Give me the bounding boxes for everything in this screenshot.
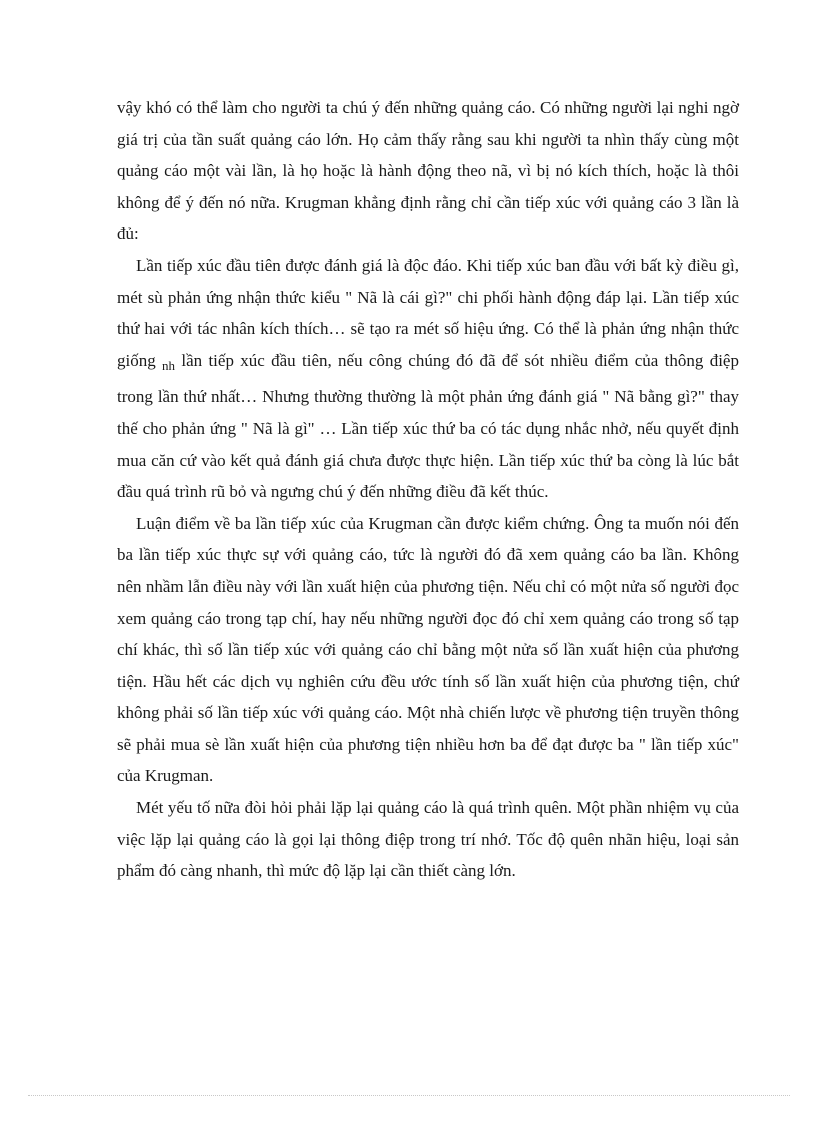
paragraph-2-text-start: Lần tiếp xúc đầu tiên được đánh giá là độc đáo. Khi tiếp xúc ban đầu với bất kỳ điều gì, mét sù phản ứng nhận thức kiểu " Nã là cái gì?" chi phối hành động đáp lại. Lần tiếp xúc thứ hai với tác nhân kích thích… sẽ tạo ra mét số hiệu ứng. Có thể là phản ứng nhận thức giống: [117, 255, 739, 370]
footer-divider: [28, 1095, 790, 1096]
paragraph-2-subscript: nh: [162, 357, 176, 373]
paragraph-1: vậy khó có thể làm cho người ta chú ý đến những quảng cáo. Có những người lại nghi ngờ giá trị của tần suất quảng cáo lớn. Họ cảm thấy rằng sau khi người ta nhìn thấy cùng một quảng cáo một vài lần, là họ hoặc là hành động theo nã, vì bị nó kích thích, hoặc là thôi không để ý đến nó nữa. Krugman khẳng định rằng chỉ cần tiếp xúc với quảng cáo 3 lần là đủ:: [117, 98, 739, 244]
paragraph-2-text-end: lần tiếp xúc đầu tiên, nếu công chúng đó đã để sót nhiều điểm của thông điệp trong lần thứ nhất… Nhưng thường thường là một phản ứng đánh giá " Nã bằng gì?" thay thế cho phản ứng " Nã là gì" … Lần tiếp xúc thứ ba có tác dụng nhắc nhở, nếu quyết định mua căn cứ vào kết quả đánh giá chưa được thực hiện. Lần tiếp xúc thứ ba còng là lúc bắt đầu quá trình rũ bỏ và ngưng chú ý đến những điều đã kết thúc.: [117, 350, 739, 502]
paragraph-4: Mét yếu tố nữa đòi hỏi phải lặp lại quảng cáo là quá trình quên. Một phần nhiệm vụ của việc lặp lại quảng cáo là gọi lại thông điệp trong trí nhớ. Tốc độ quên nhãn hiệu, loại sản phẩm đó càng nhanh, thì mức độ lặp lại cần thiết càng lớn.: [117, 798, 739, 881]
paragraph-3: Luận điểm về ba lần tiếp xúc của Krugman cần được kiểm chứng. Ông ta muốn nói đến ba lần tiếp xúc thực sự với quảng cáo, tức là người đó đã xem quảng cáo ba lần. Không nên nhầm lẫn điều này với lần xuất hiện của phương tiện. Nếu chỉ có một nửa số người đọc xem quảng cáo trong tạp chí, hay nếu những người đọc đó chỉ xem quảng cáo trong số tạp chí khác, thì số lần tiếp xúc với quảng cáo chỉ bằng một nửa số lần xuất hiện của phương tiện. Hầu hết các dịch vụ nghiên cứu đều ước tính số lần xuất hiện của phương tiện, chứ không phải số lần tiếp xúc với quảng cáo. Một nhà chiến lược về phương tiện truyền thông sẽ phải mua sè lần xuất hiện của phương tiện nhiều hơn ba để đạt được ba " lần tiếp xúc" của Krugman.: [117, 513, 739, 786]
document-body: [117, 92, 739, 887]
paragraph-2: [117, 250, 739, 508]
